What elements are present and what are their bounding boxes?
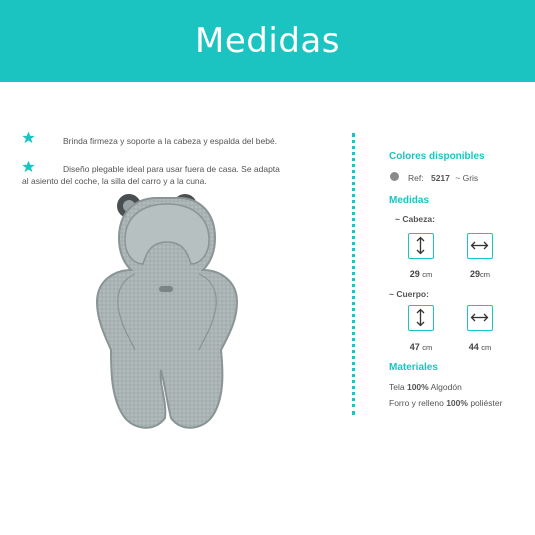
product-cushion-image	[95, 190, 240, 440]
star-icon	[22, 160, 35, 173]
body-label: ~ Cuerpo:	[389, 289, 429, 299]
horizontal-arrow-icon	[467, 305, 493, 331]
materials-title: Materiales	[389, 362, 438, 373]
star-icon	[22, 131, 35, 144]
ref-number: 5217	[430, 173, 450, 183]
horizontal-arrow-icon	[467, 233, 493, 259]
color-name: ~ Gris	[455, 173, 479, 183]
color-swatch-gris	[390, 172, 399, 181]
vertical-arrow-icon	[408, 233, 434, 259]
measures-title: Medidas	[389, 195, 430, 206]
bullet-text-1: Brinda firmeza y soporte a la cabeza y espalda del bebé.	[63, 136, 278, 146]
ref-line	[408, 173, 478, 183]
column-divider	[352, 133, 355, 415]
ref-label: Ref:	[408, 173, 424, 183]
body-width-value: 44 cm	[468, 342, 492, 352]
material-line-2: Forro y relleno 100% poliéster	[389, 398, 503, 408]
vertical-arrow-icon	[408, 305, 434, 331]
bullet-text-2-line1: Diseño plegable ideal para usar fuera de casa. Se adapta	[63, 164, 280, 174]
head-width-value: 29cm	[469, 269, 490, 279]
head-height-value: 29 cm	[409, 269, 433, 279]
page-header	[0, 0, 535, 82]
colors-title: Colores disponibles	[389, 151, 485, 162]
material-line-1: Tela 100% Algodón	[389, 382, 462, 392]
body-height-value: 47 cm	[409, 342, 433, 352]
bullet-text-2-line2: al asiento del coche, la silla del carro y a la cuna.	[22, 176, 207, 186]
head-label: ~ Cabeza:	[395, 214, 435, 224]
page-title: Medidas	[195, 21, 340, 61]
